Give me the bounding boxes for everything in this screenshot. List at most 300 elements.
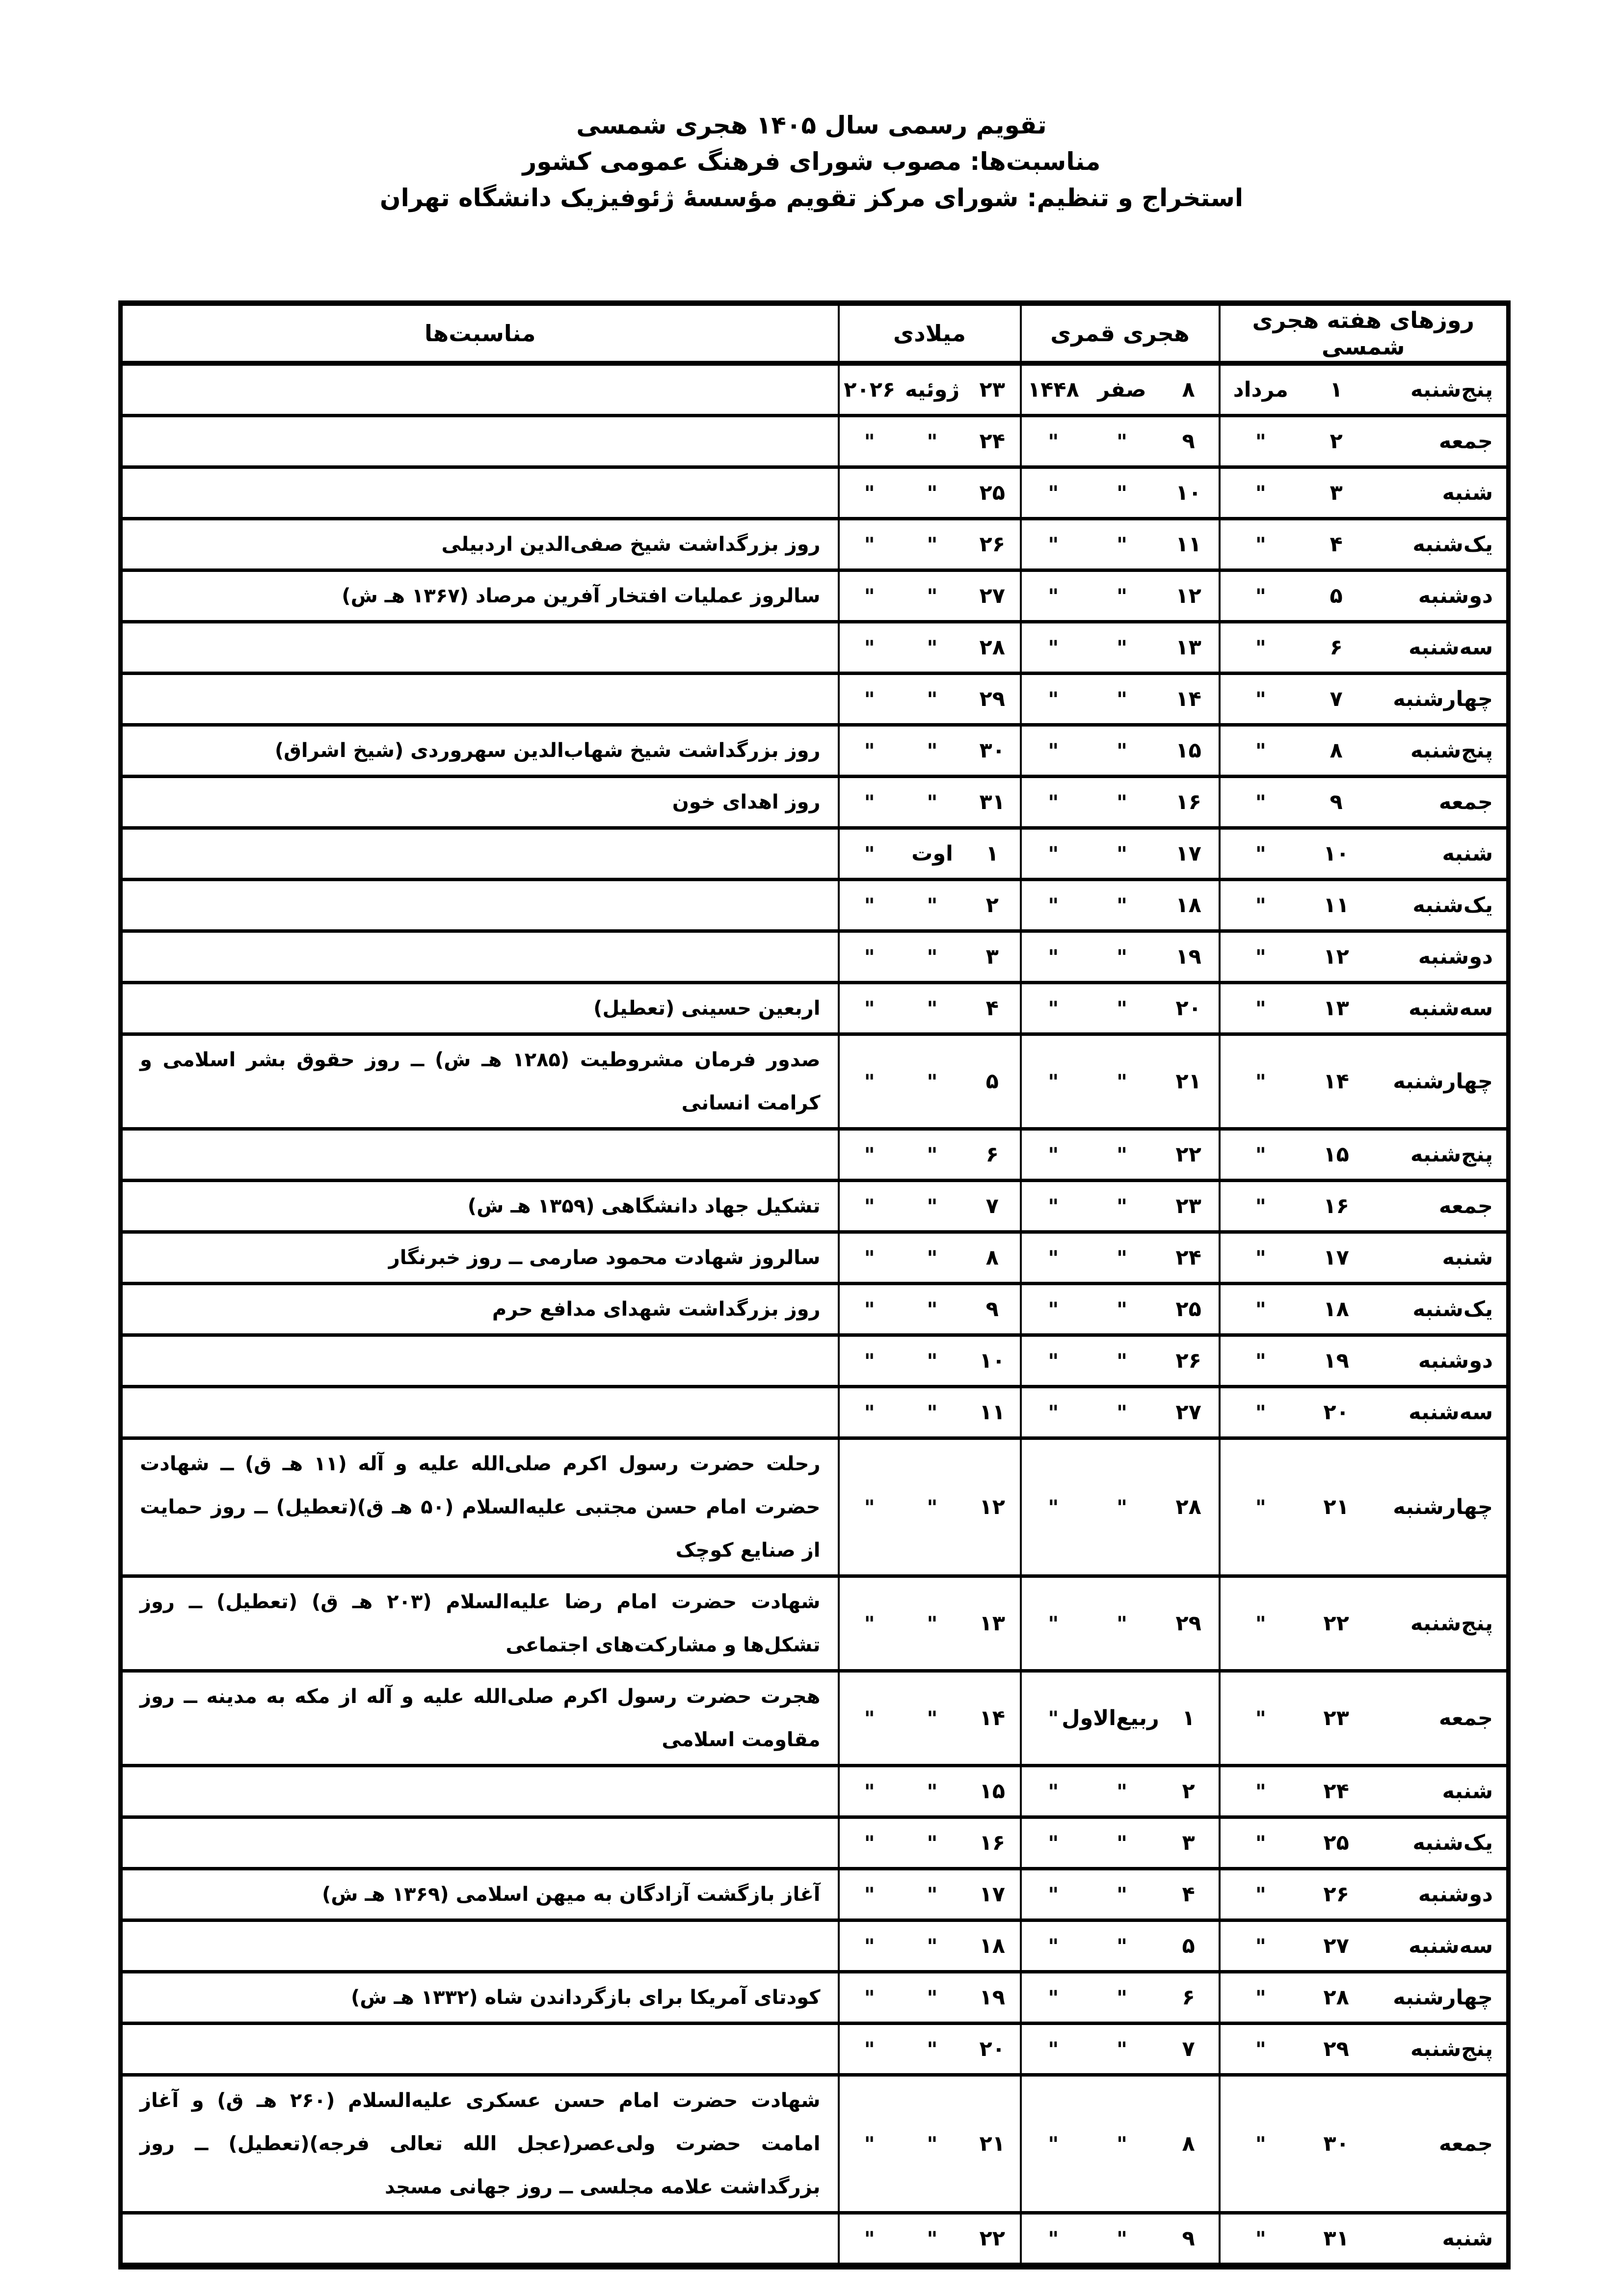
shamsi-day-number: ۱۲ bbox=[1323, 945, 1349, 969]
miladi-date-cell bbox=[839, 1972, 1021, 2024]
miladi-month-name: " bbox=[927, 687, 938, 711]
qamari-date-cell bbox=[1021, 725, 1220, 777]
shamsi-day-number: ۲۹ bbox=[1323, 2037, 1349, 2061]
miladi-month-name: " bbox=[927, 429, 938, 454]
shamsi-date-cell bbox=[1220, 1576, 1509, 1671]
shamsi-month-name: " bbox=[1255, 1142, 1266, 1167]
qamari-date-cell bbox=[1021, 1817, 1220, 1869]
occasion-cell bbox=[121, 725, 839, 777]
qamari-month-name: " bbox=[1117, 996, 1127, 1021]
miladi-month-name: " bbox=[927, 1985, 938, 2010]
shamsi-date bbox=[1221, 1934, 1506, 1958]
miladi-month-name: " bbox=[927, 2226, 938, 2251]
shamsi-date bbox=[1221, 429, 1506, 454]
weekday-name: شنبه bbox=[1442, 2226, 1493, 2251]
miladi-date-cell bbox=[839, 1817, 1021, 1869]
qamari-day-number: ۲ bbox=[1182, 1779, 1195, 1804]
occasion-cell bbox=[121, 570, 839, 622]
miladi-date bbox=[840, 481, 1019, 505]
table-row bbox=[121, 1817, 1509, 1869]
miladi-day-number: ۲۵ bbox=[979, 481, 1005, 505]
shamsi-day-number: ۱۷ bbox=[1323, 1245, 1349, 1270]
occasion-cell bbox=[121, 416, 839, 467]
weekday-name: دوشنبه bbox=[1418, 945, 1493, 969]
table-row bbox=[121, 880, 1509, 931]
table-row bbox=[121, 983, 1509, 1034]
shamsi-day-number: ۳ bbox=[1330, 481, 1343, 505]
miladi-day-number: ۱۱ bbox=[979, 1400, 1005, 1425]
miladi-day-number: ۱۴ bbox=[979, 1706, 1005, 1730]
miladi-date-cell bbox=[839, 416, 1021, 467]
qamari-date bbox=[1022, 1706, 1218, 1730]
miladi-date bbox=[840, 1495, 1019, 1519]
qamari-date bbox=[1022, 738, 1218, 763]
occasion-cell bbox=[121, 1284, 839, 1335]
qamari-date bbox=[1022, 1779, 1218, 1804]
occasion-text: شهادت حضرت امام رضا علیه‌السلام (۲۰۳ هـ ق) (تعطیل) ــ روز تشکل‌ها و مشارکت‌های اجتماعی bbox=[140, 1591, 821, 1656]
qamari-date-cell bbox=[1021, 1181, 1220, 1232]
miladi-year: " bbox=[864, 1706, 875, 1730]
occasion-cell bbox=[121, 2075, 839, 2213]
miladi-month-name: " bbox=[927, 996, 938, 1021]
occasion-text: روز بزرگداشت شهدای مدافع حرم bbox=[492, 1298, 821, 1321]
miladi-year: " bbox=[864, 635, 875, 660]
shamsi-date bbox=[1221, 1495, 1506, 1519]
table-row bbox=[121, 416, 1509, 467]
qamari-date bbox=[1022, 1194, 1218, 1218]
occasion-text: کودتای آمریکا برای بازگرداندن شاه (۱۳۳۲ هـ ش) bbox=[351, 1986, 821, 2009]
shamsi-date-cell bbox=[1220, 828, 1509, 880]
qamari-year: " bbox=[1048, 1934, 1059, 1958]
qamari-date bbox=[1022, 532, 1218, 557]
qamari-day-number: ۴ bbox=[1182, 1882, 1195, 1907]
occasion-text bbox=[123, 1359, 837, 1363]
qamari-date-cell bbox=[1021, 1335, 1220, 1387]
qamari-date bbox=[1022, 790, 1218, 814]
qamari-year: " bbox=[1048, 2037, 1059, 2061]
shamsi-day-number: ۱ bbox=[1330, 378, 1343, 402]
miladi-year: " bbox=[864, 2132, 875, 2156]
qamari-date-cell bbox=[1021, 2075, 1220, 2213]
miladi-month-name: " bbox=[927, 1245, 938, 1270]
occasion-text: آغاز بازگشت آزادگان به میهن اسلامی (۱۳۶۹ هـ ش) bbox=[321, 1883, 821, 1906]
miladi-year: " bbox=[864, 1194, 875, 1218]
qamari-year: " bbox=[1048, 738, 1059, 763]
miladi-year: " bbox=[864, 1882, 875, 1907]
table-row bbox=[121, 1766, 1509, 1817]
miladi-day-number: ۴ bbox=[985, 996, 999, 1021]
miladi-day-number: ۱۹ bbox=[979, 1985, 1005, 2010]
weekday-name: چهارشنبه bbox=[1393, 1069, 1493, 1094]
miladi-date-cell bbox=[839, 1387, 1021, 1438]
shamsi-day-number: ۲۸ bbox=[1323, 1985, 1349, 2010]
qamari-month-name: " bbox=[1117, 1831, 1127, 1855]
calendar-body bbox=[121, 363, 1509, 2266]
table-row bbox=[121, 828, 1509, 880]
miladi-date bbox=[840, 1142, 1019, 1167]
qamari-date-cell bbox=[1021, 519, 1220, 570]
miladi-month-name: " bbox=[927, 2132, 938, 2156]
qamari-date-cell bbox=[1021, 1387, 1220, 1438]
miladi-date bbox=[840, 945, 1019, 969]
shamsi-month-name: " bbox=[1255, 1495, 1266, 1519]
miladi-date-cell bbox=[839, 1335, 1021, 1387]
weekday-name: پنج‌شنبه bbox=[1410, 738, 1493, 763]
occasion-text: سالروز عملیات افتخار آفرین مرصاد (۱۳۶۷ هـ ش) bbox=[342, 585, 821, 607]
qamari-month-name: " bbox=[1117, 429, 1127, 454]
shamsi-date-cell bbox=[1220, 1817, 1509, 1869]
miladi-date bbox=[840, 1934, 1019, 1958]
miladi-day-number: ۲۳ bbox=[979, 378, 1005, 402]
qamari-day-number: ۲۸ bbox=[1175, 1495, 1201, 1519]
table-row bbox=[121, 1284, 1509, 1335]
occasion-cell bbox=[121, 1129, 839, 1181]
miladi-day-number: ۱۳ bbox=[979, 1611, 1005, 1636]
table-row bbox=[121, 2213, 1509, 2267]
shamsi-month-name: " bbox=[1255, 532, 1266, 557]
miladi-date bbox=[840, 1349, 1019, 1373]
qamari-date bbox=[1022, 2037, 1218, 2061]
qamari-day-number: ۱۱ bbox=[1175, 532, 1201, 557]
miladi-year: " bbox=[864, 1611, 875, 1636]
miladi-date-cell bbox=[839, 1129, 1021, 1181]
qamari-day-number: ۲۹ bbox=[1175, 1611, 1201, 1636]
qamari-date-cell bbox=[1021, 1869, 1220, 1920]
qamari-date bbox=[1022, 1831, 1218, 1855]
qamari-day-number: ۷ bbox=[1182, 2037, 1195, 2061]
miladi-date bbox=[840, 893, 1019, 918]
miladi-day-number: ۱۲ bbox=[979, 1495, 1005, 1519]
miladi-year: ۲۰۲۶ bbox=[844, 378, 896, 402]
qamari-month-name: " bbox=[1117, 635, 1127, 660]
shamsi-month-name: " bbox=[1255, 738, 1266, 763]
qamari-date-cell bbox=[1021, 674, 1220, 725]
weekday-name: پنج‌شنبه bbox=[1410, 378, 1493, 402]
table-row bbox=[121, 622, 1509, 674]
miladi-date bbox=[840, 2132, 1019, 2156]
shamsi-date-cell bbox=[1220, 1671, 1509, 1766]
miladi-day-number: ۲۲ bbox=[979, 2226, 1005, 2251]
qamari-day-number: ۲۷ bbox=[1175, 1400, 1201, 1425]
shamsi-month-name: " bbox=[1255, 1297, 1266, 1322]
shamsi-month-name: " bbox=[1255, 1400, 1266, 1425]
qamari-date bbox=[1022, 1495, 1218, 1519]
miladi-month-name: " bbox=[927, 1882, 938, 1907]
miladi-date bbox=[840, 1882, 1019, 1907]
qamari-year: " bbox=[1048, 1706, 1059, 1730]
shamsi-date-cell bbox=[1220, 1972, 1509, 2024]
occasion-cell bbox=[121, 467, 839, 519]
qamari-year: " bbox=[1048, 1882, 1059, 1907]
qamari-year: " bbox=[1048, 1779, 1059, 1804]
table-row bbox=[121, 570, 1509, 622]
shamsi-date bbox=[1221, 996, 1506, 1021]
miladi-date bbox=[840, 996, 1019, 1021]
qamari-date bbox=[1022, 1400, 1218, 1425]
miladi-day-number: ۶ bbox=[985, 1142, 999, 1167]
shamsi-day-number: ۸ bbox=[1330, 738, 1343, 763]
occasion-text: اربعین حسینی (تعطیل) bbox=[593, 997, 821, 1020]
weekday-name: یک‌شنبه bbox=[1412, 1297, 1493, 1322]
qamari-date-cell bbox=[1021, 1920, 1220, 1972]
qamari-date bbox=[1022, 2132, 1218, 2156]
qamari-day-number: ۱۷ bbox=[1175, 841, 1201, 866]
miladi-date bbox=[840, 378, 1019, 402]
shamsi-date-cell bbox=[1220, 1920, 1509, 1972]
miladi-year: " bbox=[864, 738, 875, 763]
qamari-month-name: " bbox=[1117, 1349, 1127, 1373]
qamari-date-cell bbox=[1021, 880, 1220, 931]
miladi-month-name: " bbox=[927, 1495, 938, 1519]
miladi-day-number: ۲ bbox=[985, 893, 999, 918]
miladi-month-name: " bbox=[927, 1706, 938, 1730]
miladi-year: " bbox=[864, 2037, 875, 2061]
weekday-name: پنج‌شنبه bbox=[1410, 1142, 1493, 1167]
shamsi-date bbox=[1221, 1142, 1506, 1167]
qamari-day-number: ۹ bbox=[1182, 429, 1195, 454]
miladi-date bbox=[840, 790, 1019, 814]
shamsi-date bbox=[1221, 1831, 1506, 1855]
shamsi-date-cell bbox=[1220, 2213, 1509, 2267]
miladi-month-name: " bbox=[927, 481, 938, 505]
miladi-date bbox=[840, 841, 1019, 866]
miladi-month-name: " bbox=[927, 584, 938, 608]
qamari-month-name: " bbox=[1117, 841, 1127, 866]
miladi-date bbox=[840, 429, 1019, 454]
miladi-year: " bbox=[864, 1934, 875, 1958]
qamari-day-number: ۲۱ bbox=[1175, 1069, 1201, 1094]
miladi-date bbox=[840, 1779, 1019, 1804]
qamari-year: " bbox=[1048, 1495, 1059, 1519]
header-row bbox=[121, 303, 1509, 364]
qamari-year: " bbox=[1048, 841, 1059, 866]
qamari-date-cell bbox=[1021, 1576, 1220, 1671]
qamari-date bbox=[1022, 841, 1218, 866]
weekday-name: یک‌شنبه bbox=[1412, 893, 1493, 918]
miladi-month-name: " bbox=[927, 790, 938, 814]
occasion-text bbox=[123, 852, 837, 856]
occasion-text bbox=[123, 1153, 837, 1157]
qamari-date bbox=[1022, 1069, 1218, 1094]
shamsi-month-name: " bbox=[1255, 1882, 1266, 1907]
miladi-date bbox=[840, 532, 1019, 557]
qamari-date-cell bbox=[1021, 931, 1220, 983]
occasion-cell bbox=[121, 1920, 839, 1972]
qamari-date-cell bbox=[1021, 1438, 1220, 1576]
miladi-year: " bbox=[864, 1779, 875, 1804]
occasion-text bbox=[123, 2237, 837, 2241]
miladi-date bbox=[840, 1245, 1019, 1270]
shamsi-month-name: " bbox=[1255, 841, 1266, 866]
occasion-cell bbox=[121, 1335, 839, 1387]
qamari-month-name: " bbox=[1117, 687, 1127, 711]
miladi-date-cell bbox=[839, 467, 1021, 519]
qamari-month-name: " bbox=[1117, 1882, 1127, 1907]
miladi-date-cell bbox=[839, 2075, 1021, 2213]
miladi-date-cell bbox=[839, 1181, 1021, 1232]
shamsi-day-number: ۱۱ bbox=[1323, 893, 1349, 918]
table-row bbox=[121, 1438, 1509, 1576]
weekday-name: سه‌شنبه bbox=[1409, 635, 1493, 660]
occasion-text bbox=[123, 955, 837, 959]
subtitle-occasions-source: مناسبت‌ها: مصوب شورای فرهنگ عمومی کشور bbox=[522, 147, 1101, 176]
miladi-date bbox=[840, 1611, 1019, 1636]
qamari-date bbox=[1022, 1882, 1218, 1907]
miladi-month-name: اوت bbox=[911, 841, 953, 866]
qamari-month-name: صفر bbox=[1097, 378, 1146, 402]
shamsi-date bbox=[1221, 1297, 1506, 1322]
qamari-day-number: ۱۶ bbox=[1175, 790, 1201, 814]
miladi-year: " bbox=[864, 841, 875, 866]
qamari-date bbox=[1022, 1934, 1218, 1958]
qamari-month-name: " bbox=[1117, 738, 1127, 763]
qamari-date-cell bbox=[1021, 1766, 1220, 1817]
qamari-date bbox=[1022, 1985, 1218, 2010]
qamari-date-cell bbox=[1021, 622, 1220, 674]
miladi-day-number: ۳۰ bbox=[979, 738, 1005, 763]
shamsi-date bbox=[1221, 1069, 1506, 1094]
qamari-year: " bbox=[1048, 893, 1059, 918]
shamsi-month-name: " bbox=[1255, 584, 1266, 608]
qamari-date-cell bbox=[1021, 416, 1220, 467]
miladi-year: " bbox=[864, 790, 875, 814]
miladi-day-number: ۷ bbox=[985, 1194, 999, 1218]
shamsi-date-cell bbox=[1220, 983, 1509, 1034]
miladi-year: " bbox=[864, 996, 875, 1021]
table-row bbox=[121, 363, 1509, 416]
occasion-text: سالروز شهادت محمود صارمی ــ روز خبرنگار bbox=[388, 1246, 821, 1269]
occasion-text: تشکیل جهاد دانشگاهی (۱۳۵۹ هـ ش) bbox=[467, 1195, 821, 1217]
miladi-day-number: ۲۱ bbox=[979, 2132, 1005, 2156]
occasion-cell bbox=[121, 622, 839, 674]
weekday-name: یک‌شنبه bbox=[1412, 1831, 1493, 1855]
shamsi-date bbox=[1221, 945, 1506, 969]
shamsi-date bbox=[1221, 635, 1506, 660]
occasion-cell bbox=[121, 983, 839, 1034]
shamsi-date-cell bbox=[1220, 1766, 1509, 1817]
table-row bbox=[121, 1920, 1509, 1972]
page-title: تقویم رسمی سال ۱۴۰۵ هجری شمسی bbox=[576, 111, 1047, 139]
miladi-year: " bbox=[864, 1245, 875, 1270]
shamsi-date-cell bbox=[1220, 674, 1509, 725]
weekday-name: سه‌شنبه bbox=[1409, 1934, 1493, 1958]
shamsi-day-number: ۱۸ bbox=[1323, 1297, 1349, 1322]
weekday-name: پنج‌شنبه bbox=[1410, 1611, 1493, 1636]
miladi-month-name: " bbox=[927, 738, 938, 763]
shamsi-month-name: " bbox=[1255, 1611, 1266, 1636]
qamari-year: " bbox=[1048, 635, 1059, 660]
miladi-date bbox=[840, 1985, 1019, 2010]
shamsi-month-name: " bbox=[1255, 1194, 1266, 1218]
occasion-text: هجرت حضرت رسول اکرم صلی‌الله علیه و آله از مکه به مدینه ــ روز مقاومت اسلامی bbox=[140, 1685, 821, 1751]
qamari-year: " bbox=[1048, 1349, 1059, 1373]
qamari-day-number: ۹ bbox=[1182, 2226, 1195, 2251]
occasion-cell bbox=[121, 931, 839, 983]
qamari-day-number: ۲۶ bbox=[1175, 1349, 1201, 1373]
shamsi-date-cell bbox=[1220, 622, 1509, 674]
shamsi-date bbox=[1221, 2037, 1506, 2061]
miladi-date-cell bbox=[839, 777, 1021, 828]
occasion-text bbox=[123, 646, 837, 649]
table-row bbox=[121, 1869, 1509, 1920]
qamari-month-name: " bbox=[1117, 1985, 1127, 2010]
qamari-date-cell bbox=[1021, 1671, 1220, 1766]
qamari-date bbox=[1022, 1297, 1218, 1322]
weekday-name: چهارشنبه bbox=[1393, 687, 1493, 711]
occasion-cell bbox=[121, 674, 839, 725]
table-row bbox=[121, 1972, 1509, 2024]
shamsi-day-number: ۲۶ bbox=[1323, 1882, 1349, 1907]
miladi-month-name: " bbox=[927, 1779, 938, 1804]
qamari-date-cell bbox=[1021, 1129, 1220, 1181]
shamsi-date-cell bbox=[1220, 1284, 1509, 1335]
shamsi-date bbox=[1221, 1611, 1506, 1636]
shamsi-month-name: " bbox=[1255, 635, 1266, 660]
occasion-cell bbox=[121, 2024, 839, 2075]
shamsi-day-number: ۱۳ bbox=[1323, 996, 1349, 1021]
table-row bbox=[121, 674, 1509, 725]
shamsi-month-name: " bbox=[1255, 893, 1266, 918]
shamsi-date bbox=[1221, 841, 1506, 866]
miladi-month-name: " bbox=[927, 1611, 938, 1636]
shamsi-month-name: " bbox=[1255, 1934, 1266, 1958]
calendar-table bbox=[118, 300, 1511, 2269]
shamsi-date-cell bbox=[1220, 2075, 1509, 2213]
occasion-cell bbox=[121, 1232, 839, 1284]
shamsi-day-number: ۲۷ bbox=[1323, 1934, 1349, 1958]
qamari-date-cell bbox=[1021, 1972, 1220, 2024]
weekday-name: دوشنبه bbox=[1418, 1349, 1493, 1373]
miladi-date-cell bbox=[839, 1284, 1021, 1335]
subtitle-compiler: استخراج و تنظیم: شورای مرکز تقویم مؤسسهٔ ژئوفیزیک دانشگاه تهران bbox=[379, 184, 1244, 212]
qamari-date-cell bbox=[1021, 570, 1220, 622]
table-row bbox=[121, 2024, 1509, 2075]
miladi-month-name: " bbox=[927, 1142, 938, 1167]
miladi-month-name: " bbox=[927, 1934, 938, 1958]
miladi-date-cell bbox=[839, 570, 1021, 622]
shamsi-day-number: ۲ bbox=[1330, 429, 1343, 454]
shamsi-month-name: " bbox=[1255, 1779, 1266, 1804]
weekday-name: چهارشنبه bbox=[1393, 1495, 1493, 1519]
miladi-date-cell bbox=[839, 983, 1021, 1034]
miladi-date bbox=[840, 738, 1019, 763]
miladi-date bbox=[840, 635, 1019, 660]
shamsi-day-number: ۳۰ bbox=[1323, 2132, 1349, 2156]
shamsi-day-number: ۳۱ bbox=[1323, 2226, 1349, 2251]
miladi-year: " bbox=[864, 481, 875, 505]
table-row bbox=[121, 2075, 1509, 2213]
shamsi-day-number: ۱۹ bbox=[1323, 1349, 1349, 1373]
miladi-day-number: ۱۷ bbox=[979, 1882, 1005, 1907]
qamari-date-cell bbox=[1021, 2213, 1220, 2267]
miladi-date-cell bbox=[839, 622, 1021, 674]
qamari-month-name: " bbox=[1117, 2037, 1127, 2061]
qamari-day-number: ۲۲ bbox=[1175, 1142, 1201, 1167]
shamsi-date-cell bbox=[1220, 1387, 1509, 1438]
miladi-year: " bbox=[864, 1831, 875, 1855]
qamari-date-cell bbox=[1021, 2024, 1220, 2075]
qamari-year: " bbox=[1048, 1831, 1059, 1855]
miladi-date-cell bbox=[839, 828, 1021, 880]
miladi-year: " bbox=[864, 1985, 875, 2010]
shamsi-month-name: " bbox=[1255, 481, 1266, 505]
qamari-month-name: " bbox=[1117, 1495, 1127, 1519]
qamari-month-name: " bbox=[1117, 893, 1127, 918]
occasion-text bbox=[123, 697, 837, 701]
qamari-month-name: " bbox=[1117, 2226, 1127, 2251]
qamari-date bbox=[1022, 635, 1218, 660]
miladi-year: " bbox=[864, 1142, 875, 1167]
